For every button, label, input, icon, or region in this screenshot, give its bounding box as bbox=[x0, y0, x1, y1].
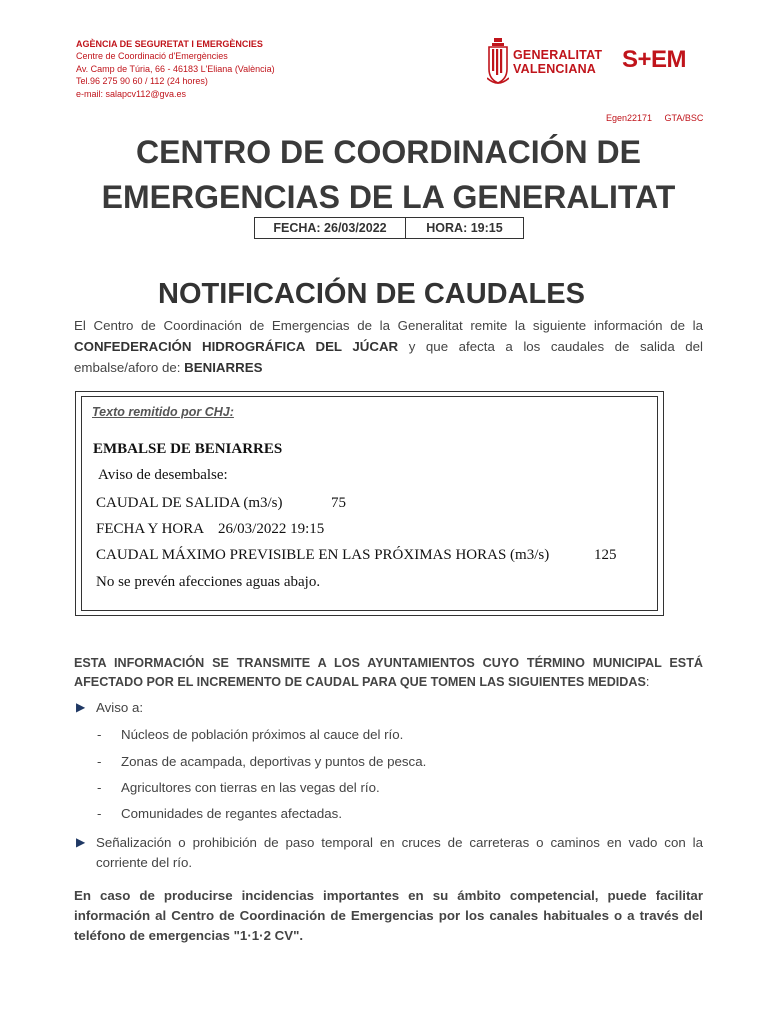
org-address: Av. Camp de Túria, 66 - 46183 L'Eliana (València) bbox=[76, 63, 275, 74]
chj-label: Texto remitido por CHJ: bbox=[92, 405, 234, 419]
dash-bullet: - bbox=[97, 727, 102, 742]
datetime-label: FECHA Y HORA bbox=[96, 521, 205, 537]
coat-of-arms-icon bbox=[487, 38, 509, 88]
datetime-value: 26/03/2022 19:15 bbox=[218, 521, 325, 537]
measures-heading bbox=[74, 654, 703, 692]
dash-bullet: - bbox=[97, 806, 102, 821]
intro-text-2: y que afecta a los caudales de salida del embalse/aforo de: bbox=[74, 339, 704, 375]
datetime-row bbox=[96, 521, 325, 538]
intro-text-1: El Centro de Coordinación de Emergencias de la Generalitat remite la siguiente información de la bbox=[74, 318, 703, 333]
chj-message-inner bbox=[81, 396, 658, 611]
generalitat-valenciana-logo bbox=[487, 38, 605, 88]
time-cell: HORA: 19:15 bbox=[426, 221, 503, 235]
intro-paragraph bbox=[74, 315, 703, 378]
measures-heading-text: ESTA INFORMACIÓN SE TRANSMITE A LOS AYUNTAMIENTOS CUYO TÉRMINO MUNICIPAL ESTÁ AFECTADO POR EL INCREMENTO DE CAUDAL PARA QUE TOMEN LAS SIGUIENTES MEDIDAS bbox=[74, 656, 703, 689]
sub-item: Zonas de acampada, deportivas y puntos de pesca. bbox=[121, 754, 427, 769]
downstream-impact: No se prevén afecciones aguas abajo. bbox=[96, 574, 321, 590]
gva-logo-line2: VALENCIANA bbox=[513, 62, 597, 76]
closing-paragraph: En caso de producirse incidencias importantes en su ámbito competencial, puede facilitar información al Centro de Coordinación de Emergencias por los canales habituales o a través del teléfono de emergencias "1·1·2 CV". bbox=[74, 888, 703, 943]
main-title bbox=[0, 130, 777, 220]
dash-bullet: - bbox=[97, 780, 102, 795]
sub-item: Comunidades de regantes afectadas. bbox=[121, 806, 343, 821]
main-title-line1: CENTRO DE COORDINACIÓN DE bbox=[136, 134, 641, 170]
main-title-line2: EMERGENCIAS DE LA GENERALITAT bbox=[101, 179, 676, 215]
org-subtitle: Centre de Coordinació d'Emergències bbox=[76, 51, 228, 62]
reservoir-name: EMBALSE DE BENIARRES bbox=[93, 441, 283, 457]
outflow-row bbox=[96, 495, 346, 512]
max-flow-row bbox=[96, 547, 617, 564]
document-reference: Egen22171 GTA/BSC bbox=[606, 113, 704, 123]
org-email: e-mail: salapcv112@gva.es bbox=[76, 88, 187, 99]
outflow-label: CAUDAL DE SALIDA (m3/s) bbox=[96, 495, 283, 511]
dash-bullet: - bbox=[97, 754, 102, 769]
max-flow-value: 125 bbox=[594, 547, 617, 563]
gva-logo-line1: GENERALITAT bbox=[513, 48, 603, 62]
sem-logo: S+EM bbox=[622, 46, 687, 73]
org-info-block bbox=[76, 38, 275, 100]
org-name: AGÈNCIA DE SEGURETAT I EMERGÈNCIES bbox=[76, 39, 263, 49]
chj-message-box bbox=[75, 391, 664, 616]
org-phone: Tel.96 275 90 60 / 112 (24 hores) bbox=[76, 76, 208, 87]
gva-logo-text bbox=[513, 48, 602, 76]
triangle-bullet-icon: ▶ bbox=[76, 835, 86, 849]
intro-reservoir: BENIARRES bbox=[184, 360, 263, 375]
sub-item: Núcleos de población próximos al cauce del río. bbox=[121, 727, 404, 742]
intro-confederation: CONFEDERACIÓN HIDROGRÁFICA DEL JÚCAR bbox=[74, 339, 399, 354]
notification-title: NOTIFICACIÓN DE CAUDALES bbox=[158, 278, 585, 310]
release-notice: Aviso de desembalse: bbox=[98, 467, 228, 483]
triangle-bullet-icon: ▶ bbox=[76, 700, 86, 714]
max-flow-label: CAUDAL MÁXIMO PREVISIBLE EN LAS PRÓXIMAS HORAS (m3/s) bbox=[96, 547, 550, 563]
measure-item-signage: Señalización o prohibición de paso temporal en cruces de carreteras o caminos en vado con la corriente del río. bbox=[96, 835, 703, 870]
date-time-box bbox=[254, 217, 524, 239]
measures-heading-colon: : bbox=[645, 675, 650, 689]
outflow-value: 75 bbox=[331, 495, 346, 511]
date-cell: FECHA: 26/03/2022 bbox=[255, 218, 406, 238]
measure-item-warning: Aviso a: bbox=[96, 700, 144, 715]
sub-item: Agricultores con tierras en las vegas del río. bbox=[121, 780, 380, 795]
